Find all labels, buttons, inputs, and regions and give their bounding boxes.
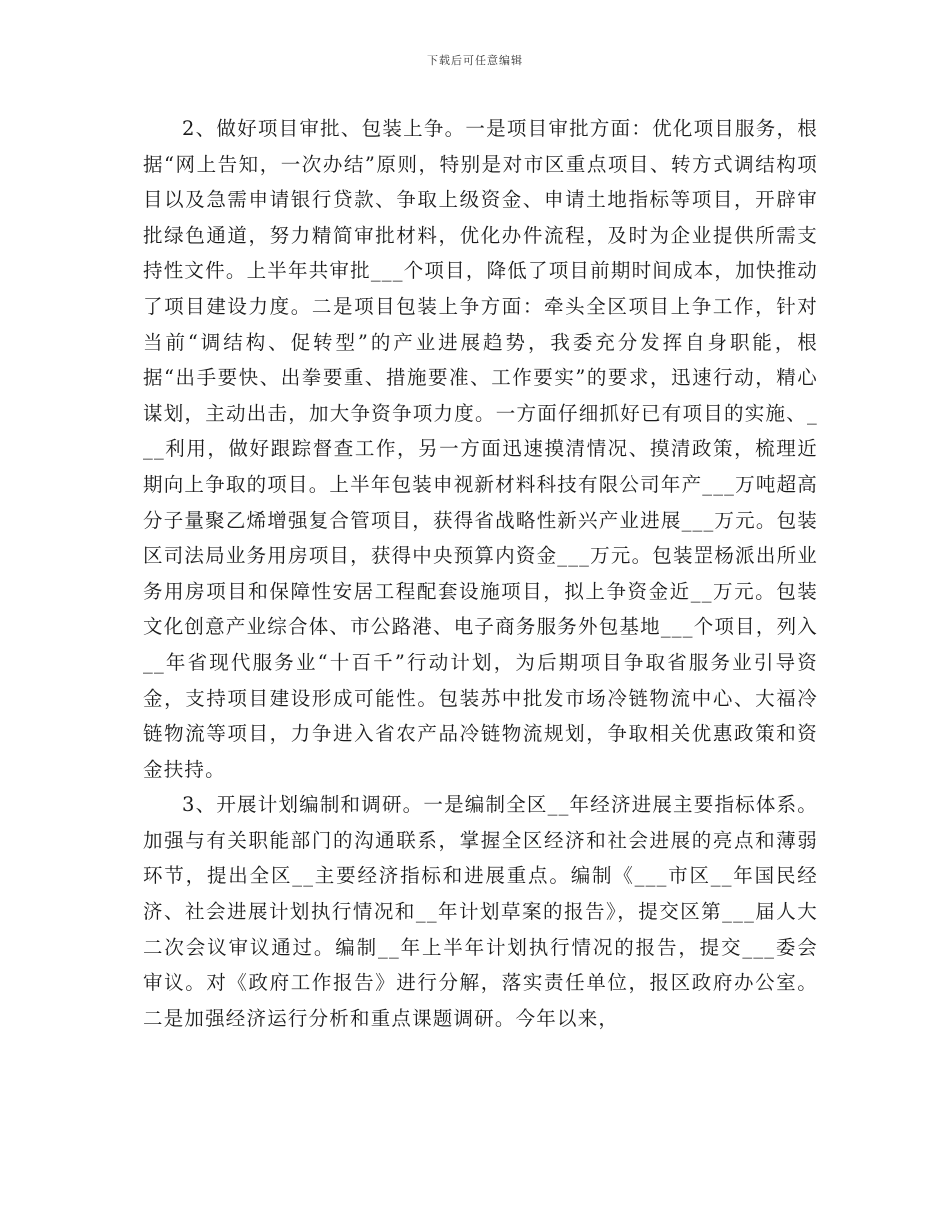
paragraph-project-approval: 2、做好项目审批、包装上争。一是项目审批方面：优化项目服务，根据“网上告知，一次办结”原则，特别是对市区重点项目、转方式调结构项目以及急需申请银行贷款、争取上级资金、申请土地指标等项目，开辟审批绿色通道，努力精简审批材料，优化办件流程，及时为企业提供所需支持性文件。上半年共审批___个项目，降低了项目前期时间成本，加快推动了项目建设力度。二是项目包装上争方面：牵头全区项目上争工作，针对当前“调结构、促转型”的产业进展趋势，我委充分发挥自身职能，根据“出手要快、出拳要重、措施要准、工作要实”的要求，迅速行动，精心谋划，主动出击，加大争资争项力度。一方面仔细抓好已有项目的实施、___利用，做好跟踪督查工作，另一方面迅速摸清情况、摸清政策，梳理近期向上争取的项目。上半年包装申视新材料科技有限公司年产___万吨超高分子量聚乙烯增强复合管项目，获得省战略性新兴产业进展___万元。包装区司法局业务用房项目，获得中央预算内资金___万元。包装罡杨派出所业务用房项目和保障性安居工程配套设施项目，拟上争资金近__万元。包装文化创意产业综合体、市公路港、电子商务服务外包基地___个项目，列入__年省现代服务业“十百千”行动计划，为后期项目争取省服务业引导资金，支持项目建设形成可能性。包装苏中批发市场冷链物流中心、大福冷链物流等项目，力争进入省农产品冷链物流规划，争取相关优惠政策和资金扶持。 bbox=[143, 117, 818, 781]
document-body bbox=[143, 111, 818, 1036]
paragraph-plan-compilation: 3、开展计划编制和调研。一是编制全区__年经济进展主要指标体系。加强与有关职能部门的沟通联系，掌握全区经济和社会进展的亮点和薄弱环节，提出全区__主要经济指标和进展重点。编制《___市区__年国民经济、社会进展计划执行情况和__年计划草案的报告》，提交区第___届人大二次会议审议通过。编制__年上半年计划执行情况的报告，提交___委会审议。对《政府工作报告》进行分解，落实责任单位，报区政府办公室。二是加强经济运行分析和重点课题调研。今年以来， bbox=[143, 793, 818, 1030]
page-header: 下载后可任意编辑 bbox=[427, 54, 523, 67]
